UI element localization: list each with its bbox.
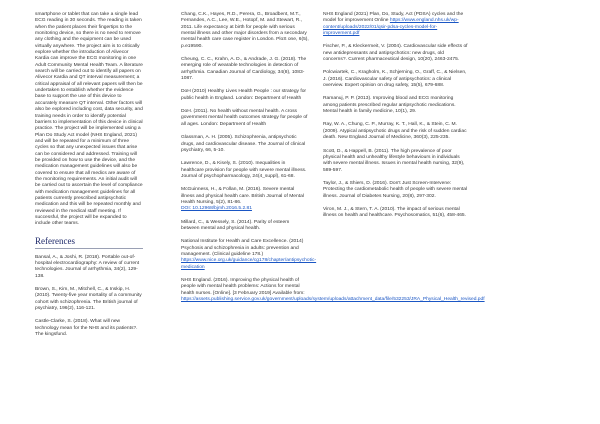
doi-link[interactable]: DOI: 10.12968/bjmh.2016.5.2.81 bbox=[181, 206, 252, 212]
body-paragraph bbox=[35, 12, 143, 228]
nhs-pdsa-link[interactable]: https://www.england.nhs.uk/wp-content/uploads/2022/01/qsir-pdsa-cycles-model-for-improvement.pdf bbox=[323, 18, 459, 37]
reference-text: Ramanuj, P. P. (2013). Improving blood and ECG monitoring among patients prescribed regular antipsychotic medications. Mental health in family medicine, 10(1), 29. bbox=[323, 96, 456, 115]
body-text: smartphone or tablet that can take a single lead ECG reading in 30 seconds. The reading is taken when the patient places their fingertips to the monitoring device, so there is no need to remove any clothing and the equipment can be used virtually anywhere. The project aim is to critically explore whether the introduction of Alivecor Kardia can improve the ECG monitoring in one Adult Community Mental Health Team. A literature search will be carried out to identify all papers on Alivecor Kardia and QT interval measurement; a critical appraisal of all relevant papers will then be undertaken to establish whether the evidence base to support the use of this device to accurately measure QT interval. Other factors will also be explored including cost, data security, and training needs in order to identify potential barriers to implementation of this device in clinical practice. The project will be implemented using a Plan Do Study Act model (NHS England, 2021) and will be repeated for a minimum of three cycles so that any unexpected issues that arise can be considered and addressed. Training will be provided on how to use the device, and the medication management guidelines will also be covered to ensure that all medics are aware of the monitoring requirements. An initial audit will be carried out to ascertain the level of compliance with medication management guidelines for all patients currently prescribed antipsychotic medication and this will be repeated monthly and reviewed in the medical staff meeting. If successful, the project will be expanded to include other teams. bbox=[35, 12, 143, 227]
column-left bbox=[35, 12, 143, 345]
reference-entry bbox=[323, 12, 468, 37]
reference-text: National Institute for Health and Care Excellence. (2014) Psychosis and schizophrenia in adults: prevention and management. (Clinical guideline 178.) bbox=[181, 239, 304, 257]
reference-text: Polcwiartek, C., Kragholm, K., Schjerning, O., Graff, C., & Nielsen, J. (2016). Cardiovascular safety of antipsychotics: a clinical overview. Expert opinion on drug safety, 15(5), 679-688. bbox=[323, 70, 467, 89]
reference-entry bbox=[323, 207, 468, 220]
nice-guideline-link[interactable]: https://www.nice.org.uk/guidance/cg178/chapter/antipsychotic-medication bbox=[181, 258, 317, 270]
reference-text: Chang, C.K., Hayes, R.D., Perera, G., Broadbent, M.T., Fernandes, A.C., Lee, W.E., Hotopf, M. and Stewart, R., 2011. Life expectancy at birth for people with serious mental illness and other major disorders from a secondary mental health care case register in London. PloS one, 6(5), p.e19590. bbox=[181, 12, 309, 49]
reference-entry bbox=[323, 70, 468, 89]
reference-entry bbox=[323, 181, 468, 200]
heading-divider bbox=[35, 248, 143, 249]
gov-publication-link[interactable]: https://assets.publishing.service.gov.uk/government/uploads/system/uploads/attachment_data/file/532253/JRA_Physical_Health_revised.pdf bbox=[181, 297, 485, 303]
reference-text: DoH. (2011). No health without mental health. A cross government mental health outcomes strategy for people of all ages. London: Department of Health bbox=[181, 109, 308, 127]
reference-entry bbox=[181, 12, 309, 50]
reference-text: Lawrence, D., & Kisely, S. (2010). Inequalities in healthcare provision for people with severe mental illness. Journal of psychopharmacology, 24(4_suppl), 61-68. bbox=[181, 161, 307, 179]
reference-entry bbox=[323, 149, 468, 174]
reference-text: Ray, W. A., Chung, C. P., Murray, K. T., Hall, K., & Stein, C. M. (2009). Atypical antipsychotic drugs and the risk of sudden cardiac death. New England Journal of Medicine, 360(3), 225-235. bbox=[323, 122, 467, 141]
reference-text: Glassman, A. H. (2005). Schizophrenia, antipsychotic drugs, and cardiovascular disease. The Journal of clinical psychiatry, 66, 5-10. bbox=[181, 135, 306, 153]
reference-entry bbox=[181, 109, 309, 128]
reference-entry bbox=[323, 122, 468, 141]
reference-text: NHS England (2021) Plan, Do, Study, Act (PDSA) cycles and the model for improvement Online bbox=[323, 12, 464, 24]
reference-entry bbox=[181, 135, 309, 154]
reference-entry: Bansal, A., & Joshi, R. (2018). Portable out-of-hospital electrocardiography: A review of current technologies. Journal of arrhythmia, 34(2), 129-138. bbox=[35, 254, 140, 279]
reference-entry bbox=[181, 161, 309, 180]
reference-entry bbox=[181, 239, 317, 271]
column-right bbox=[323, 12, 468, 227]
reference-entry bbox=[181, 57, 309, 82]
reference-text: NHS England. (2016). Improving the physical health of people with mental health problems: Actions for mental health nurses. [Online]. [3 February 2019] Available from: bbox=[181, 278, 305, 296]
references-heading: References bbox=[35, 235, 75, 246]
reference-entry bbox=[181, 89, 309, 102]
reference-entry bbox=[323, 96, 468, 115]
reference-entry bbox=[323, 44, 468, 63]
reference-entry bbox=[181, 220, 309, 233]
reference-text: DoH (2010) Healthy Lives Health People : our strategy for public health in England. London: Department of Health bbox=[181, 89, 307, 101]
reference-entry bbox=[181, 278, 485, 303]
reference-text: Viron, M. J., & Stern, T. A. (2010). The impact of serious mental illness on health and healthcare. Psychosomatics, 51(6), 458-465. bbox=[323, 206, 466, 219]
reference-text: Millard, C., & Wessely, S. (2014). Parity of esteem between mental and physical health. bbox=[181, 219, 290, 231]
reference-entry: Castle-Clarke, S. (2018). What will new technology mean for the NHS and its patients?. The kingsfund. bbox=[35, 319, 138, 338]
reference-entry bbox=[181, 187, 309, 212]
reference-text: Taylor, J., & Shiers, D. (2016). Don't Just Screen-Intervene: Protecting the cardiometabolic health of people with severe mental illness. Journal of Diabetes Nursing, 20(8), 297-302. bbox=[323, 180, 468, 199]
reference-text: Fischer, P., & Kleckermeit, V. (2004). Cardiovascular side effects of new antidepressants and antipsychotics: new drugs, old concerns?. Current pharmaceutical design, 10(20), 2463-2475. bbox=[323, 44, 468, 63]
reference-text: Cheung, C. C., Krahn, A. D., & Andrade, J. G. (2018). The emerging role of wearable technologies in detection of arrhythmia. Canadian Journal of Cardiology, 34(8), 1083-1087. bbox=[181, 57, 307, 82]
reference-text: McGuinness, H., & Follan, M. (2016). Severe mental illness and physical health care. British Journal of Mental Health Nursing, 5(2), 81-86. bbox=[181, 187, 304, 205]
reference-text: Scott, D., & Happell, B. (2011). The high prevalence of poor physical health and unhealthy lifestyle behaviours in individuals with severe mental illness. Issues in mental health nursing, 32(9), 589-597. bbox=[323, 148, 465, 173]
reference-entry: Brown, S., Kim, M., Mitchell, C., & Inskip, H. (2010). Twenty-five year mortality of a community cohort with schizophrenia. The British journal of psychiatry, 196(2), 116-121. bbox=[35, 287, 142, 312]
